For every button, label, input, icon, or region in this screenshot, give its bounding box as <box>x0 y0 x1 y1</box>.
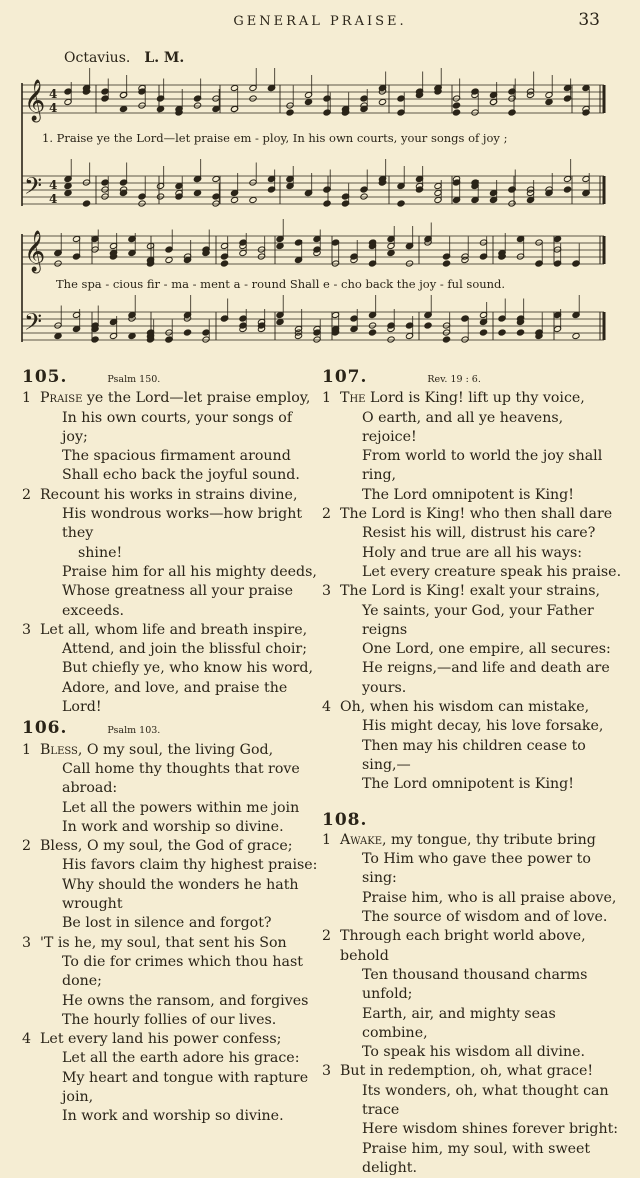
treble-clef: 𝄞 <box>24 80 46 121</box>
note-head <box>64 189 72 196</box>
stanza <box>22 621 320 717</box>
note-head <box>276 242 284 249</box>
note-head <box>360 193 368 200</box>
verse-line <box>40 389 320 408</box>
stanza-number: 3 <box>22 934 32 951</box>
hymn-107-heading <box>322 368 622 389</box>
bass-clef: 𝄢 <box>24 308 43 341</box>
verse-line: His favors claim thy highest praise: <box>62 857 318 874</box>
verse-text: my tongue, thy tribute bring <box>386 831 596 848</box>
verse-line: Oh, when his wisdom can mistake, <box>340 699 590 716</box>
verse-line: Let all the earth adore his grace: <box>62 1050 300 1067</box>
hymn-105-text <box>22 389 320 717</box>
scripture-ref: Psalm 103. <box>107 725 161 737</box>
verse-text: O my soul, the living God, <box>82 741 274 758</box>
running-header: GENERAL PRAISE. <box>233 14 407 29</box>
stanza <box>322 698 622 794</box>
stanza-number: 2 <box>322 506 332 523</box>
scripture-ref: Psalm 150. <box>107 374 161 385</box>
verse-line: In work and worship so divine. <box>62 1108 284 1125</box>
verse-line <box>40 741 320 760</box>
note-head <box>387 336 395 343</box>
note-head <box>128 332 136 339</box>
verse-line: Call home thy thoughts that rove abroad: <box>62 760 300 797</box>
stanza-number: 1 <box>22 741 32 758</box>
note-head <box>230 196 238 203</box>
note-head <box>249 196 257 203</box>
right-column <box>322 368 622 1178</box>
verse-line <box>340 831 622 850</box>
note-head <box>424 311 432 318</box>
note-head <box>452 109 460 116</box>
stanza <box>22 934 320 1030</box>
note-head <box>119 105 127 112</box>
verse-line <box>340 389 622 408</box>
verse-line: Adore, and love, and praise the Lord! <box>62 679 288 716</box>
verse-line: shine! <box>78 544 123 561</box>
note-head <box>424 322 432 329</box>
stanza <box>322 389 622 505</box>
lyrics-line-2: The spa - cious fir - ma - ment a - round Shall e - cho back the joy - ful sound. <box>56 277 506 291</box>
verse-line: Ten thousand thousand charms unfold; <box>362 966 588 1003</box>
note-head <box>545 98 553 105</box>
note-head <box>553 235 561 242</box>
note-head <box>508 200 516 207</box>
verse-line: One Lord, one empire, all secures: <box>362 641 611 658</box>
verse-text: Lord is King! lift up thy voice, <box>365 390 585 407</box>
verse-line: To Him who gave thee power to sing: <box>362 851 591 887</box>
stanza-number: 1 <box>322 390 332 407</box>
time-signature: 4 <box>49 87 58 101</box>
note-head <box>368 322 376 329</box>
note-head <box>397 200 405 207</box>
verse-line: My heart and tongue with rapture join, <box>62 1069 309 1105</box>
stanza <box>322 582 622 698</box>
page-number: 33 <box>578 10 600 30</box>
stanza <box>322 831 622 927</box>
hymn-106-heading <box>22 719 320 740</box>
hymn-number: 106. <box>22 718 68 739</box>
verse-line: But in redemption, oh, what grace! <box>340 1063 594 1080</box>
note-head <box>405 260 413 267</box>
note-head <box>138 200 146 207</box>
hymn-108-heading <box>322 811 622 831</box>
bass-clef: 𝄢 <box>24 172 43 205</box>
stanza <box>22 837 320 933</box>
note-head <box>156 193 164 200</box>
verse-line: Whose greatness all your praise exceeds. <box>62 583 294 619</box>
verse-line: Let all, whom life and breath inspire, <box>40 621 308 638</box>
hymn-107-text <box>322 389 622 794</box>
verse-line: Recount his works in strains divine, <box>40 486 298 503</box>
stanza-number: 1 <box>322 831 332 848</box>
note-head <box>323 186 331 193</box>
hymn-108-text <box>322 831 622 1178</box>
note-head <box>183 329 191 336</box>
time-signature: 4 <box>49 101 58 115</box>
note-head <box>452 102 460 109</box>
stanza-number: 3 <box>322 583 332 600</box>
hymn-number: 105. <box>22 367 68 387</box>
scripture-ref: Rev. 19 : 6. <box>427 374 481 385</box>
verse-line: Ye saints, your God, your Father reigns <box>362 602 594 638</box>
stanza-number: 3 <box>322 1063 332 1080</box>
first-word: Awake, <box>340 831 387 848</box>
note-head <box>165 336 173 343</box>
note-head <box>212 175 220 182</box>
verse-line: Here wisdom shines forever bright: <box>362 1121 619 1138</box>
note-head <box>442 260 450 267</box>
verse-line: Through each bright world above, behold <box>340 928 586 964</box>
verse-line: In work and worship so divine. <box>62 818 284 835</box>
verse-line: The spacious firmament around <box>62 448 291 465</box>
note-head <box>508 109 516 116</box>
time-signature: 4 <box>49 192 58 206</box>
note-head <box>572 332 580 339</box>
verse-line: The hourly follies of our lives. <box>62 1011 277 1028</box>
stanza-number: 4 <box>322 699 332 716</box>
verse-line: The source of wisdom and of love. <box>362 909 608 926</box>
note-head <box>267 84 275 91</box>
verse-line: Earth, air, and mighty seas combine, <box>362 1005 556 1041</box>
note-head <box>304 98 312 105</box>
stanza-number: 3 <box>22 621 32 638</box>
verse-line: Let every creature speak his praise. <box>362 563 622 580</box>
note-head <box>387 249 395 256</box>
verse-line: To speak his wisdom all divine. <box>362 1044 586 1061</box>
hymn-number: 107. <box>322 367 368 387</box>
verse-line: Praise him, who is all praise above, <box>362 889 617 906</box>
stanza-number: 2 <box>22 838 32 855</box>
tune-name: Octavius. <box>64 50 131 66</box>
note-head <box>156 105 164 112</box>
note-head <box>165 256 173 263</box>
verse-line: Bless, O my soul, the God of grace; <box>40 838 293 855</box>
verse-line: His wondrous works—how bright they <box>62 506 303 542</box>
verse-line: But chiefly ye, who know his word, <box>62 660 313 677</box>
verse-line: 'T is he, my soul, that sent his Son <box>40 934 287 951</box>
verse-line: The Lord omnipotent is King! <box>362 486 574 503</box>
note-head <box>304 189 312 196</box>
note-head <box>286 109 294 116</box>
note-head <box>193 175 201 182</box>
note-head <box>479 329 487 336</box>
note-head <box>516 329 524 336</box>
stanza-number: 4 <box>22 1031 32 1048</box>
verse-line: Its wonders, oh, what thought can trace <box>362 1082 609 1118</box>
stanza-number: 1 <box>22 390 32 407</box>
hymn-105-heading <box>22 368 320 389</box>
verse-line: Be lost in silence and forgot? <box>62 915 272 932</box>
note-head <box>220 260 228 267</box>
first-word: The <box>340 390 366 407</box>
verse-line: The Lord omnipotent is King! <box>362 776 574 793</box>
note-head <box>498 329 506 336</box>
verse-text: ye the Lord—let praise employ, <box>82 390 311 407</box>
verse-line: Let every land his power confess; <box>40 1031 282 1048</box>
first-word: Praise <box>40 390 83 407</box>
music-score <box>0 0 640 370</box>
verse-line: To die for crimes which thou hast done; <box>62 953 303 990</box>
left-column <box>22 368 320 1127</box>
note-head <box>563 186 571 193</box>
verse-line: Holy and true are all his ways: <box>362 544 583 561</box>
note-head <box>249 95 257 102</box>
verse-line: From world to world the joy shall ring, <box>362 448 603 484</box>
first-word: Bless, <box>40 741 83 758</box>
verse-line: Let all the powers within me join <box>62 799 300 816</box>
stanza <box>22 1030 320 1126</box>
verse-line: His might decay, his love forsake, <box>362 718 604 735</box>
stanza <box>22 389 320 485</box>
verse-line: Then may his children cease to sing,— <box>362 737 586 773</box>
verse-line: The Lord is King! who then shall dare <box>340 506 613 523</box>
note-head <box>54 260 62 267</box>
verse-line: The Lord is King! exalt your strains, <box>340 583 601 600</box>
stanza <box>322 1062 622 1178</box>
stanza-number: 2 <box>22 486 32 503</box>
note-head <box>193 102 201 109</box>
verse-line: Praise him, my soul, with sweet delight. <box>362 1140 591 1176</box>
verse-line: Praise him for all his mighty deeds, <box>62 563 317 580</box>
verse-line: Why should the wonders he hath wrought <box>62 876 299 913</box>
time-signature: 4 <box>49 178 58 192</box>
stanza <box>322 505 622 582</box>
verse-line: In his own courts, your songs of joy; <box>62 409 293 445</box>
treble-clef: 𝄞 <box>24 231 46 272</box>
verse-line: Attend, and join the blissful choir; <box>62 641 307 658</box>
stanza <box>22 741 320 837</box>
note-head <box>323 200 331 207</box>
stanza <box>22 486 320 621</box>
verse-line: O earth, and all ye heavens, rejoice! <box>362 409 564 445</box>
lyrics-line-1: 1. Praise ye the Lord—let praise em - ploy, In his own courts, your songs of joy ; <box>42 131 508 145</box>
stanza-number: 2 <box>322 928 332 945</box>
note-head <box>54 332 62 339</box>
hymn-106-text <box>22 741 320 1127</box>
hymn-number: 108. <box>322 809 368 830</box>
tune-meter: L. M. <box>144 50 185 66</box>
verse-line: Shall echo back the joyful sound. <box>62 467 300 484</box>
verse-line: He reigns,—and life and death are yours. <box>362 660 610 696</box>
note-head <box>368 329 376 336</box>
verse-line: He owns the ransom, and forgives <box>62 992 309 1009</box>
note-head <box>442 336 450 343</box>
verse-line: Resist his will, distrust his care? <box>362 525 596 542</box>
note-head <box>82 200 90 207</box>
note-head <box>193 189 201 196</box>
note-head <box>276 318 284 325</box>
note-head <box>64 182 72 189</box>
note-head <box>405 242 413 249</box>
note-head <box>378 98 386 105</box>
